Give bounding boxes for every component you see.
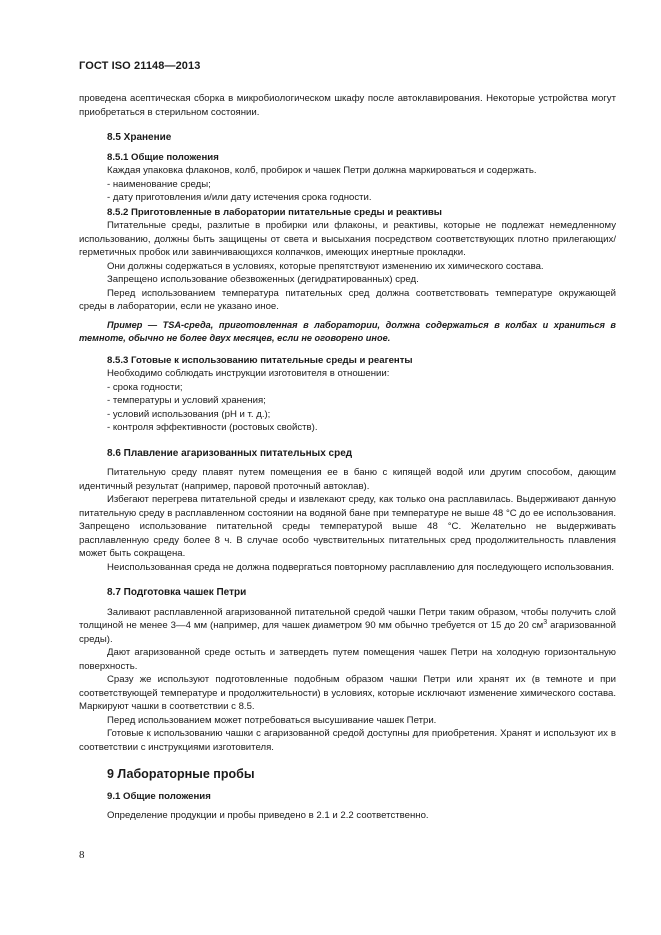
example-text: TSA-среда, приготовленная в лаборатории, должна содержаться в колбах и храниться в темноте, обычно не более двух месяцев, если не оговорено иное. [79, 319, 616, 343]
section-9-1-title: 9.1 Общие положения [107, 790, 211, 802]
section-8-5-3-title: 8.5.3 Готовые к использованию питательные среды и реагенты [107, 354, 413, 366]
page-number: 8 [79, 849, 85, 861]
section-8-5-2-paragraph: Перед использованием температура питательных сред должна соответствовать температуре окружающей среды в лаборатории, если не указано иное. [79, 287, 616, 312]
section-8-5-2-title: 8.5.2 Приготовленные в лаборатории питательные среды и реактивы [107, 206, 442, 218]
list-item: - температуры и условий хранения; [107, 395, 266, 406]
section-8-5-2-paragraph: Запрещено использование обезвоженных (дегидратированных) сред. [107, 274, 419, 285]
section-8-6-paragraph: Неиспользованная среда не должна подвергаться повторному расплавлению для последующего использования. [107, 561, 615, 573]
section-8-7-p1-tail: агаризованной среды). [79, 620, 616, 645]
section-9-1-text: Определение продукции и пробы приведено в 2.1 и 2.2 соответственно. [107, 810, 429, 821]
section-8-6-paragraph: Питательную среду плавят путем помещения ее в баню с кипящей водой или другим способом, дающим идентичный результат (например, паровой проточный автоклав). [79, 467, 616, 492]
section-8-6-title: 8.6 Плавление агаризованных питательных сред [107, 447, 353, 459]
example-note [79, 319, 616, 346]
section-8-6-paragraph: Избегают перегрева питательной среды и извлекают среду, как только она расплавилась. Выдерживают данную питательную среду в расплавленном состоянии на водяной бане при температуре не выше 48 °С до ее использования. Запрещено использование питательной среды температурой выше 48 °С. Желательно не выдерживать расплавленную среду более 8 ч. В случае особо чувствительных питательных сред продолжительность плавления может быть сокращена. [79, 494, 616, 559]
document-body [79, 92, 616, 823]
superscript-exponent: 3 [543, 618, 548, 626]
section-9-title: 9 Лабораторные пробы [107, 767, 255, 781]
section-8-5-2-paragraph: Питательные среды, разлитые в пробирки или флаконы, и реактивы, которые не подлежат немедленному использованию, должны быть защищены от света и высыхания посредством соответствующих плотно прилегающих/герметичных пробок или завинчивающихся колпачков, имеющих инертные прокладки. [79, 220, 616, 258]
section-8-7-title: 8.7 Подготовка чашек Петри [107, 587, 247, 598]
list-item: - контроля эффективности (ростовых свойств). [107, 422, 318, 433]
list-item: - наименование среды; [107, 178, 211, 190]
list-item: - срока годности; [107, 381, 183, 393]
section-8-5-title: 8.5 Хранение [107, 132, 172, 143]
document-header: ГОСТ ISO 21148—2013 [79, 60, 201, 72]
example-lead: Пример — [107, 319, 158, 330]
section-8-7-paragraph [79, 606, 616, 647]
section-8-7-paragraph: Дают агаризованной среде остыть и затвердеть путем помещения чашек Петри на холодную горизонтальную поверхность. [79, 647, 616, 672]
section-8-5-2-paragraph: Они должны содержаться в условиях, которые препятствуют изменению их химического состава. [107, 260, 544, 272]
section-8-7-paragraph: Сразу же используют подготовленные подобным образом чашки Петри или хранят их (в темноте и при соответствующей температуре и продолжительности) в условиях, которые исключают изменение химического состава. Маркируют чашки в соответствии с 8.5. [79, 674, 616, 712]
section-8-7-paragraph: Готовые к использованию чашки с агаризованной средой доступны для приобретения. Хранят и используют их в соответствии с инструкциями изготовителя. [79, 728, 616, 753]
section-8-7-paragraph: Перед использованием может потребоваться высушивание чашек Петри. [107, 714, 437, 726]
section-8-7-p1-text: Заливают расплавленной агаризованной питательной средой чашки Петри таким образом, чтобы получить слой толщиной не менее 3—4 мм (например, для чашек диаметром 90 мм обычно требуется от 15 до 20 см [79, 606, 616, 631]
list-item: - условий использования (pH и т. д.); [107, 408, 271, 420]
intro-paragraph: проведена асептическая сборка в микробиологическом шкафу после автоклавирования. Некоторые устройства могут приобретаться в стерильном состоянии. [79, 93, 616, 118]
section-8-5-1-title: 8.5.1 Общие положения [107, 151, 219, 163]
list-item: - дату приготовления и/или дату истечения срока годности. [107, 192, 372, 203]
section-8-5-1-text: Каждая упаковка флаконов, колб, пробирок и чашек Петри должна маркироваться и содержать. [107, 165, 537, 176]
section-8-5-3-text: Необходимо соблюдать инструкции изготовителя в отношении: [107, 368, 390, 379]
